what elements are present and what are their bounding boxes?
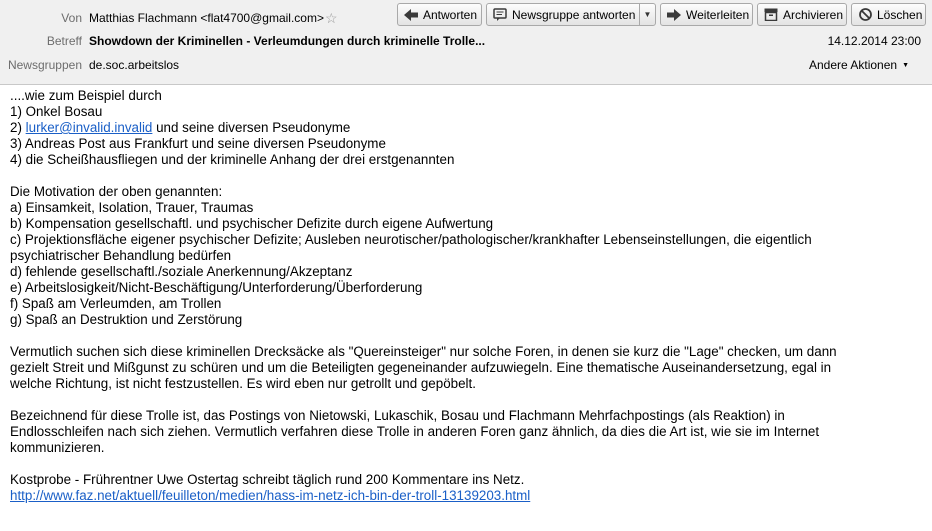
body-line: d) fehlende gesellschaftl./soziale Anerkennung/Akzeptanz [10, 264, 353, 279]
delete-circle-icon [857, 4, 873, 26]
body-line: f) Spaß am Verleumden, am Trollen [10, 296, 222, 311]
body-line: a) Einsamkeit, Isolation, Trauer, Traumas [10, 200, 254, 215]
body-text: 2) [10, 120, 26, 135]
message-header [0, 0, 932, 85]
body-text: und seine diversen Pseudonyme [152, 120, 351, 135]
body-line: 1) Onkel Bosau [10, 104, 103, 119]
reply-options-dropdown[interactable] [639, 3, 656, 26]
more-actions-menu[interactable] [809, 58, 909, 72]
body-line: g) Spaß an Destruktion und Zerstörung [10, 312, 243, 327]
forward-button[interactable] [660, 3, 753, 26]
body-line: kommunizieren. [10, 440, 105, 455]
body-line [10, 488, 920, 504]
delete-button[interactable] [851, 3, 926, 26]
body-line: gezielt Streit und Mißgunst zu schüren und um die Beteiligten gegeneinander aufzuwiegeln. Eine thematische Auseinandersetzung, egal in [10, 360, 832, 375]
body-line: Die Motivation der oben genannten: [10, 184, 223, 199]
subject-text: Showdown der Kriminellen - Verleumdungen durch kriminelle Trolle... [89, 34, 486, 48]
body-line: ....wie zum Beispiel durch [10, 88, 162, 103]
email-link[interactable]: lurker@invalid.invalid [25, 120, 153, 135]
from-address[interactable]: Matthias Flachmann <flat4700@gmail.com> [89, 11, 324, 25]
delete-label: Löschen [877, 8, 923, 22]
body-line: welche Richtung, ist nicht festzustellen. Es wird eben nur getrollt und gepöbelt. [10, 376, 476, 391]
more-actions-label: Andere Aktionen [808, 58, 898, 72]
reply-button[interactable] [397, 3, 482, 26]
newsgroups-label: Newsgruppen [7, 58, 82, 72]
archive-box-icon [763, 4, 779, 26]
message-body [10, 88, 920, 504]
body-line: Kostprobe - Frührentner Uwe Ostertag schreibt täglich rund 200 Kommentare ins Netz. [10, 472, 525, 487]
archive-label: Archivieren [783, 8, 844, 22]
forward-arrow-icon [666, 4, 682, 26]
body-line: 4) die Scheißhausfliegen und der kriminelle Anhang der drei erstgenannten [10, 152, 455, 167]
newsgroups-value[interactable]: de.soc.arbeitslos [89, 58, 180, 72]
body-line: 3) Andreas Post aus Frankfurt und seine diversen Pseudonyme [10, 136, 386, 151]
body-line: psychiatrischer Behandlung bedürfen [10, 248, 232, 263]
body-line [10, 120, 920, 136]
newsgroup-reply-icon [492, 4, 508, 26]
reply-newsgroup-label: Newsgruppe antworten [512, 8, 636, 22]
body-line: Endlosschleifen nach sich ziehen. Vermutlich verfahren diese Trolle in anderen Foren ganz ähnlich, da dies die Art ist, wie sie im Internet [10, 424, 820, 439]
reply-newsgroup-button[interactable] [486, 3, 640, 26]
from-label: Von [61, 11, 82, 25]
chevron-down-icon: ▼ [643, 10, 652, 19]
body-line: c) Projektionsfläche eigener psychischer Defizite; Ausleben neurotischer/pathologischer/krankhafter Lebenseinstellungen, die eigentlich [10, 232, 812, 247]
forward-label: Weiterleiten [686, 8, 750, 22]
body-line: Bezeichnend für diese Trolle ist, das Postings von Nietowski, Lukaschik, Bosau und Flachmann Mehrfachpostings (als Reaktion) in [10, 408, 785, 423]
chevron-down-icon: ▼ [902, 62, 909, 69]
body-line: Vermutlich suchen sich diese kriminellen Drecksäcke als "Quereinsteiger" nur solche Foren, in denen sie kurz die "Lage" checken, um dann [10, 344, 837, 359]
reply-arrow-icon [403, 4, 419, 26]
archive-button[interactable] [757, 3, 847, 26]
body-line: e) Arbeitslosigkeit/Nicht-Beschäftigung/Unterforderung/Überforderung [10, 280, 423, 295]
subject-label: Betreff [46, 34, 82, 48]
reply-label: Antworten [423, 8, 478, 22]
message-date: 14.12.2014 23:00 [827, 34, 921, 48]
star-icon[interactable]: ☆ [325, 10, 338, 26]
body-line: b) Kompensation gesellschaftl. und psychischer Defizite durch eigene Aufwertung [10, 216, 494, 231]
article-link[interactable]: http://www.faz.net/aktuell/feuilleton/medien/hass-im-netz-ich-bin-der-troll-13139203.html [10, 488, 531, 503]
